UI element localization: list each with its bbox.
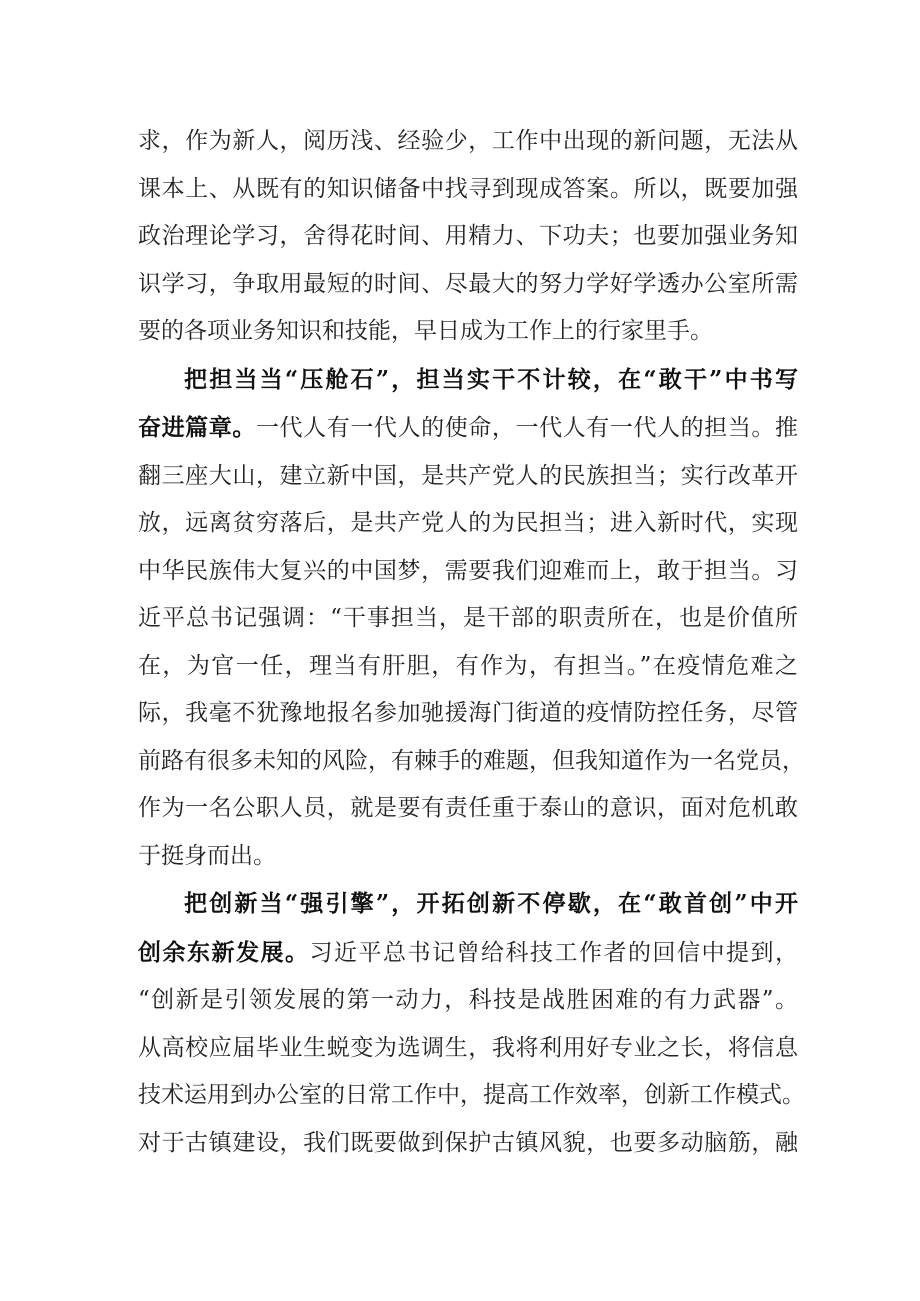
- text-line: 从高校应届毕业生蜕变为选调生，我将利用好专业之长，将信息: [138, 1034, 798, 1061]
- text-line: 对于古镇建设，我们既要做到保护古镇风貌，也要多动脑筋，融: [138, 1129, 798, 1156]
- text-line: 课本上、从既有的知识储备中找寻到现成答案。所以，既要加强: [138, 175, 798, 202]
- text-line: 前路有很多未知的风险，有棘手的难题，但我知道作为一名党员，: [138, 747, 805, 774]
- bold-heading: 创余东新发展。: [138, 938, 310, 966]
- text-line: 放，远离贫穷落后，是共产党人的为民担当；进入新时代，实现: [138, 510, 798, 536]
- bold-heading: 把担当当“压舱石”，担当实干不计较，在“敢干”中书写: [184, 365, 798, 393]
- text-line: [138, 880, 798, 929]
- text-line: 求，作为新人，阅历浅、经验少，工作中出现的新问题，无法从: [138, 128, 798, 154]
- text-line: 际，我毫不犹豫地报名参加驰援海门街道的疫情防控任务，尽管: [138, 700, 798, 726]
- text-line: 中华民族伟大复兴的中国梦，需要我们迎难而上，敢于担当。习: [138, 557, 798, 584]
- text-line: 创余东新发展。习近平总书记曾给科技工作者的回信中提到，: [138, 938, 798, 966]
- text-line: 作为一名公职人员，就是要有责任重于泰山的意识，面对危机敢: [138, 795, 798, 821]
- text-line: 翻三座大山，建立新中国，是共产党人的民族担当；实行改革开: [138, 462, 798, 489]
- text-line: 要的各项业务知识和技能，早日成为工作上的行家里手。: [138, 318, 713, 344]
- text-line: “创新是引领发展的第一动力，科技是战胜困难的有力武器”。: [138, 987, 798, 1013]
- text-line: 奋进篇章。一代人有一代人的使命，一代人有一代人的担当。推: [138, 414, 799, 441]
- text-line: [138, 356, 798, 405]
- paragraph-responsibility: [138, 356, 805, 881]
- text-line: 技术运用到办公室的日常工作中，提高工作效率，创新工作模式。: [138, 1082, 805, 1108]
- body-text: [138, 118, 805, 1167]
- bold-heading: 把创新当“强引擎”，开拓创新不停歇，在“敢首创”中开: [184, 890, 798, 917]
- text-line: 在，为官一任，理当有肝胆，有作为，有担当。”在疫情危难之: [138, 652, 798, 679]
- text-line: 于挺身而出。: [138, 842, 276, 869]
- paragraph-study: [138, 118, 798, 356]
- text-line: 近平总书记强调：“干事担当，是干部的职责所在，也是价值所: [138, 605, 798, 631]
- text-line: 政治理论学习，舍得花时间、用精力、下功夫；也要加强业务知: [138, 223, 798, 249]
- text-line: 识学习，争取用最短的时间、尽最大的努力学好学透办公室所需: [138, 270, 798, 297]
- bold-heading: 奋进篇章。: [138, 414, 256, 441]
- paragraph-innovation: [138, 880, 805, 1167]
